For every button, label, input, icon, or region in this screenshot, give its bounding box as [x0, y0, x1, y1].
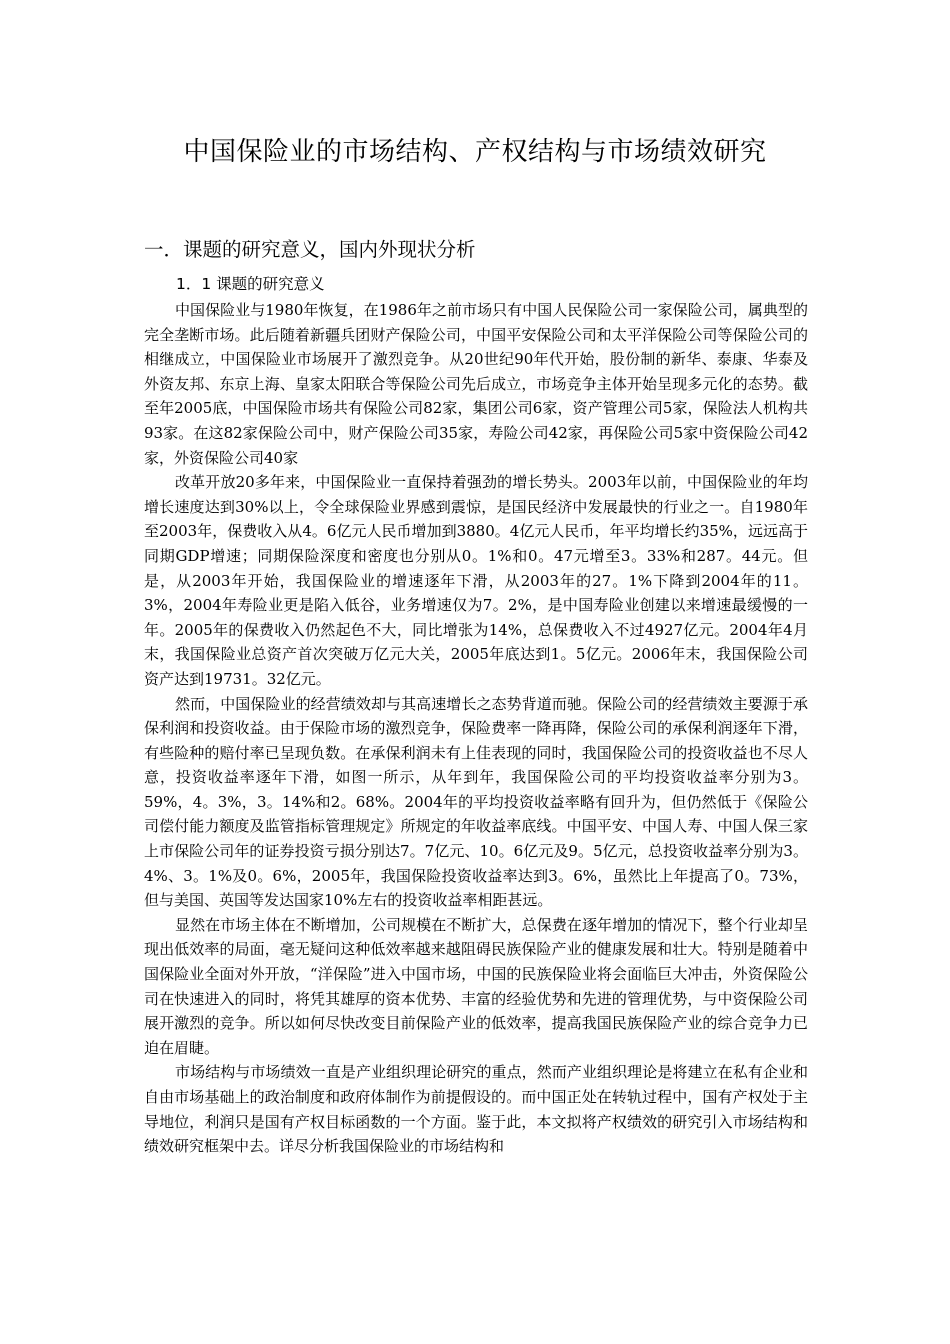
subsection-heading: 1．1 课题的研究意义	[176, 275, 325, 293]
section-heading: 一．课题的研究意义，国内外现状分析	[144, 238, 476, 261]
paragraph: 改革开放20多年来，中国保险业一直保持着强劲的增长势头。2003年以前，中国保险业的年均增长速度达到30%以上，令全球保险业界感到震惊，是国民经济中发展最快的行业之一。自1980年至2003年，保费收入从4。6亿元人民币增加到3880。4亿元人民币，年平均增长约35%，远远高于同期GDP增速；同期保险深度和密度也分别从0。1%和0。47元增至3。33%和287。44元。但是，从2003年开始，我国保险业的增速逐年下滑，从2003年的27。1%下降到2004年的11。3%，2004年寿险业更是陷入低谷，业务增速仅为7。2%，是中国寿险业创建以来增速最缓慢的一年。2005年的保费收入仍然起色不大，同比增张为14%，总保费收入不过4927亿元。2004年4月末，我国保险业总资产首次突破万亿元大关，2005年底达到1。5亿元。2006年末，我国保险公司资产达到19731。32亿元。	[144, 473, 808, 688]
paragraph: 然而，中国保险业的经营绩效却与其高速增长之态势背道而驰。保险公司的经营绩效主要源于承保利润和投资收益。由于保险市场的激烈竞争，保险费率一降再降，保险公司的承保利润逐年下滑，有些险种的赔付率已呈现负数。在承保利润未有上佳表现的同时，我国保险公司的投资收益也不尽人意，投资收益率逐年下滑，如图一所示，从年到年，我国保险公司的平均投资收益率分别为3。59%，4。3%，3。14%和2。68%。2004年的平均投资收益率略有回升为，但仍然低于《保险公司偿付能力额度及监管指标管理规定》所规定的年收益率底线。中国平安、中国人寿、中国人保三家上市保险公司年的证券投资亏损分别达7。7亿元、10。6亿元及9。5亿元，总投资收益率分别为3。4%、3。1%及0。6%，2005年，我国保险投资收益率达到3。6%，虽然比上年提高了0。73%，但与美国、英国等发达国家10%左右的投资收益率相距甚远。	[144, 694, 808, 910]
document-title: 中国保险业的市场结构、产权结构与市场绩效研究	[183, 137, 767, 167]
body-text	[144, 298, 808, 1159]
paragraph: 中国保险业与1980年恢复，在1986年之前市场只有中国人民保险公司一家保险公司，属典型的完全垄断市场。此后随着新疆兵团财产保险公司，中国平安保险公司和太平洋保险公司等保险公司的相继成立，中国保险业市场展开了激烈竞争。从20世纪90年代开始，股份制的新华、泰康、华泰及外资友邦、东京上海、皇家太阳联合等保险公司先后成立，市场竞争主体开始呈现多元化的态势。截至年2005底，中国保险市场共有保险公司82家，集团公司6家，资产管理公司5家，保险法人机构共93家。在这82家保险公司中，财产保险公司35家，寿险公司42家，再保险公司5家中资保险公司42家，外资保险公司40家	[144, 301, 808, 467]
paragraph: 市场结构与市场绩效一直是产业组织理论研究的重点，然而产业组织理论是将建立在私有企业和自由市场基础上的政治制度和政府体制作为前提假设的。而中国正处在转轨过程中，国有产权处于主导地位，利润只是国有产权目标函数的一个方面。鉴于此，本文拟将产权绩效的研究引入市场结构和绩效研究框架中去。详尽分析我国保险业的市场结构和	[144, 1063, 808, 1156]
paragraph: 显然在市场主体在不断增加，公司规模在不断扩大，总保费在逐年增加的情况下，整个行业却呈现出低效率的局面，毫无疑问这种低效率越来越阻碍民族保险产业的健康发展和壮大。特别是随着中国保险业全面对外开放，“洋保险”进入中国市场，中国的民族保险业将会面临巨大冲击，外资保险公司在快速进入的同时，将凭其雄厚的资本优势、丰富的经验优势和先进的管理优势，与中资保险公司展开激烈的竞争。所以如何尽快改变目前保险产业的低效率，提高我国民族保险产业的综合竞争力已迫在眉睫。	[144, 915, 808, 1057]
